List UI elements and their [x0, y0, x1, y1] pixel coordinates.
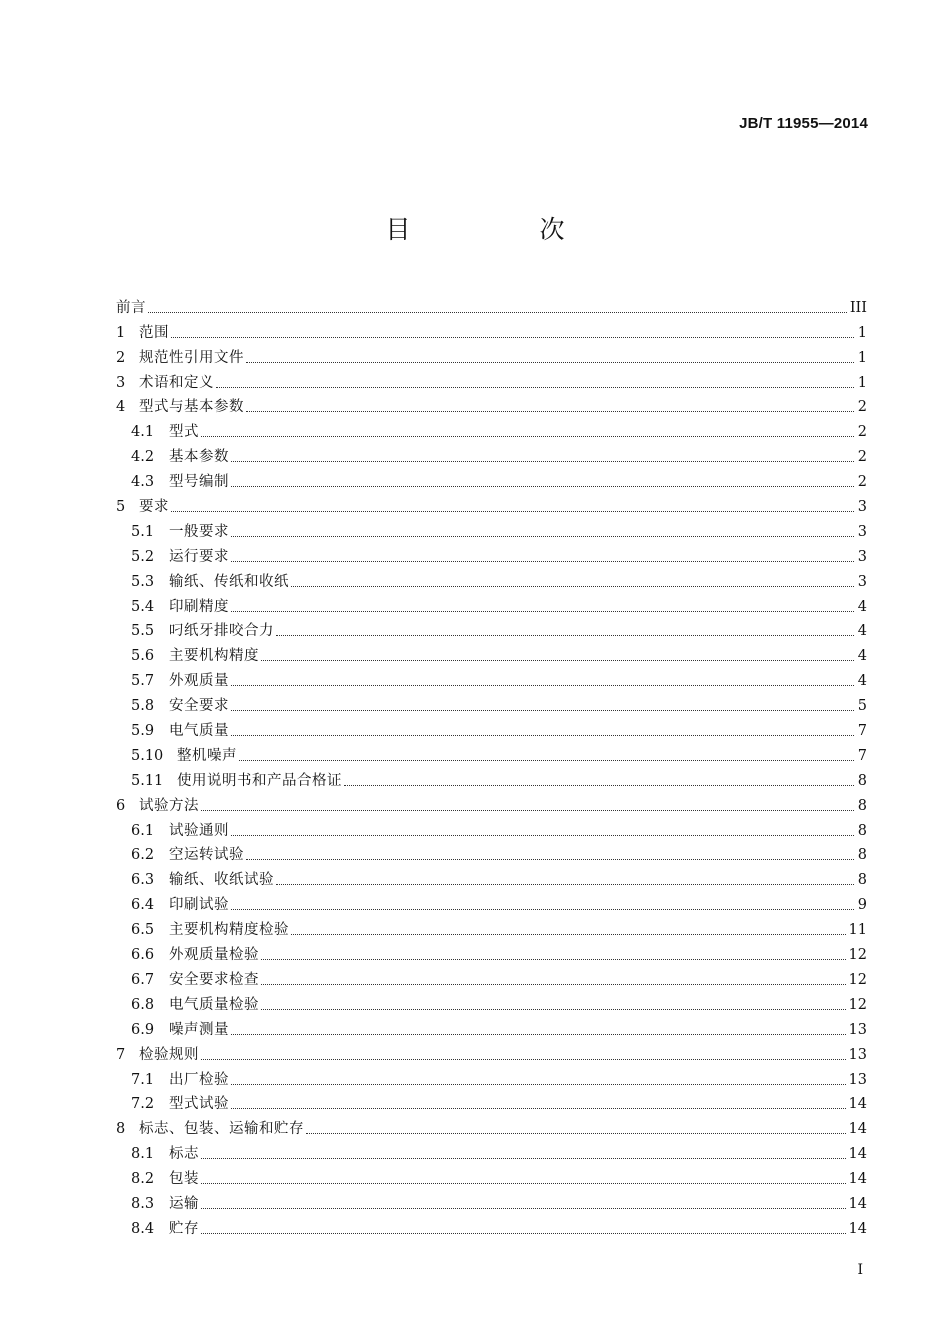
- toc-entry[interactable]: [116, 765, 867, 790]
- toc-dot-leader: [231, 709, 854, 711]
- toc-entry[interactable]: [116, 392, 867, 417]
- toc-entry-title: 术语和定义: [139, 374, 214, 391]
- toc-entry[interactable]: [116, 1188, 867, 1213]
- toc-entry-number: 8: [116, 1121, 126, 1138]
- toc-entry-number: 4.1: [131, 424, 155, 441]
- toc-entry[interactable]: [116, 1213, 867, 1238]
- toc-dot-leader: [261, 983, 846, 985]
- toc-entry-title: 主要机构精度检验: [169, 922, 289, 939]
- toc-dot-leader: [201, 1157, 846, 1159]
- toc-entry-page: 9: [857, 897, 867, 914]
- toc-entry-page: 2: [857, 449, 867, 466]
- toc-entry-page: 7: [857, 723, 867, 740]
- toc-entry[interactable]: [116, 690, 867, 715]
- toc-entry-page: 8: [857, 872, 867, 889]
- toc-entry-page: 1: [857, 374, 867, 391]
- toc-entry-title: 检验规则: [139, 1046, 199, 1063]
- toc-entry-page: 14: [848, 1146, 867, 1163]
- standard-number: JB/T 11955—2014: [739, 115, 868, 132]
- toc-entry[interactable]: [116, 715, 867, 740]
- toc-entry-number: 5.4: [131, 598, 155, 615]
- toc-entry-title: 空运转试验: [169, 847, 244, 864]
- toc-entry-title: 型式试验: [169, 1096, 229, 1113]
- toc-entry-title: 安全要求检查: [169, 971, 259, 988]
- toc-entry-page: 14: [848, 1195, 867, 1212]
- toc-entry[interactable]: [116, 516, 867, 541]
- toc-entry-number: 6.5: [131, 922, 155, 939]
- toc-entry-page: 1: [857, 349, 867, 366]
- toc-entry-title: 印刷精度: [169, 598, 229, 615]
- toc-entry[interactable]: [116, 591, 867, 616]
- toc-entry-number: 5.11: [131, 772, 164, 789]
- toc-entry-number: 7.1: [131, 1071, 155, 1088]
- toc-entry-title: 输纸、收纸试验: [169, 872, 274, 889]
- toc-entry-title: 印刷试验: [169, 897, 229, 914]
- page-title: 目 次: [385, 215, 617, 244]
- toc-entry-number: 6.2: [131, 847, 155, 864]
- toc-entry-title: 试验方法: [139, 797, 199, 814]
- toc-entry[interactable]: [116, 1039, 867, 1064]
- toc-entry-page: 14: [848, 1096, 867, 1113]
- toc-entry-title: 输纸、传纸和收纸: [169, 573, 289, 590]
- toc-dot-leader: [171, 510, 854, 512]
- toc-entry-title: 电气质量: [169, 723, 229, 740]
- toc-entry[interactable]: [116, 640, 867, 665]
- toc-entry-number: 6.1: [131, 822, 155, 839]
- toc-dot-leader: [201, 1207, 846, 1209]
- toc-dot-leader: [231, 1083, 846, 1085]
- toc-entry[interactable]: [116, 790, 867, 815]
- toc-entry-title: 标志、包装、运输和贮存: [139, 1121, 304, 1138]
- page-number: I: [857, 1262, 863, 1278]
- toc-entry-page: 1: [857, 324, 867, 341]
- toc-dot-leader: [231, 560, 854, 562]
- toc-entry-page: 2: [857, 474, 867, 491]
- toc-entry-page: 13: [848, 1071, 867, 1088]
- toc-entry-number: 4.2: [131, 449, 155, 466]
- toc-entry-title: 外观质量检验: [169, 947, 259, 964]
- toc-entry-page: 13: [848, 1021, 867, 1038]
- toc-entry-title: 安全要求: [169, 698, 229, 715]
- toc-dot-leader: [291, 585, 854, 587]
- toc-entry[interactable]: [116, 566, 867, 591]
- toc-entry[interactable]: [116, 616, 867, 641]
- toc-entry[interactable]: [116, 541, 867, 566]
- toc-dot-leader: [246, 410, 854, 412]
- toc-dot-leader: [148, 311, 847, 313]
- toc-dot-leader: [344, 784, 854, 786]
- toc-entry-number: 6.6: [131, 947, 155, 964]
- toc-entry[interactable]: [116, 466, 867, 491]
- toc-entry-title: 要求: [139, 499, 169, 516]
- toc-entry-page: 14: [848, 1121, 867, 1138]
- toc-entry-number: 7.2: [131, 1096, 155, 1113]
- toc-entry-title: 试验通则: [169, 822, 229, 839]
- toc-entry[interactable]: [116, 914, 867, 939]
- toc-entry[interactable]: [116, 1089, 867, 1114]
- toc-entry-page: 3: [857, 523, 867, 540]
- toc-entry-page: 3: [857, 548, 867, 565]
- toc-entry-number: 8.4: [131, 1220, 155, 1237]
- toc-entry-page: 11: [848, 922, 867, 939]
- toc-entry-page: 3: [857, 573, 867, 590]
- toc-entry-number: 8.3: [131, 1195, 155, 1212]
- toc-dot-leader: [246, 858, 854, 860]
- toc-entry-number: 8.2: [131, 1171, 155, 1188]
- toc-entry-number: 7: [116, 1046, 126, 1063]
- toc-dot-leader: [239, 759, 854, 761]
- toc-dot-leader: [306, 1132, 846, 1134]
- toc-entry-number: 6.8: [131, 996, 155, 1013]
- toc-entry-title: 外观质量: [169, 673, 229, 690]
- toc-entry-number: 5.9: [131, 723, 155, 740]
- toc-entry[interactable]: [116, 840, 867, 865]
- toc-entry-page: 14: [848, 1171, 867, 1188]
- toc-entry-page: 4: [857, 598, 867, 615]
- toc-entry-page: 3: [857, 499, 867, 516]
- toc-entry[interactable]: [116, 964, 867, 989]
- toc-entry-title: 出厂检验: [169, 1071, 229, 1088]
- toc-entry-title: 噪声测量: [169, 1021, 229, 1038]
- toc-entry-number: 6.9: [131, 1021, 155, 1038]
- toc-dot-leader: [261, 958, 846, 960]
- toc-entry-number: 8.1: [131, 1146, 155, 1163]
- toc-entry[interactable]: [116, 665, 867, 690]
- toc-entry-title: 使用说明书和产品合格证: [177, 772, 342, 789]
- toc-entry[interactable]: [116, 1163, 867, 1188]
- toc-entry-page: III: [849, 299, 867, 316]
- toc-entry-number: 6.7: [131, 971, 155, 988]
- toc-entry-title: 电气质量检验: [169, 996, 259, 1013]
- toc-entry-title: 前言: [116, 299, 146, 316]
- toc-entry-number: 2: [116, 349, 126, 366]
- toc-entry-title: 叼纸牙排咬合力: [169, 623, 274, 640]
- toc-dot-leader: [261, 1008, 846, 1010]
- toc-dot-leader: [216, 386, 854, 388]
- toc-entry[interactable]: [116, 491, 867, 516]
- toc-dot-leader: [291, 933, 846, 935]
- toc-dot-leader: [201, 1182, 846, 1184]
- toc-entry[interactable]: [116, 1138, 867, 1163]
- toc-entry[interactable]: [116, 441, 867, 466]
- toc-entry[interactable]: [116, 1064, 867, 1089]
- toc-entry-number: 5.2: [131, 548, 155, 565]
- toc-entry-title: 标志: [169, 1146, 199, 1163]
- toc-entry-number: 1: [116, 324, 126, 341]
- toc-entry[interactable]: [116, 292, 867, 317]
- toc-entry-number: 5.6: [131, 648, 155, 665]
- toc-entry-number: 5.3: [131, 573, 155, 590]
- toc-dot-leader: [231, 834, 854, 836]
- toc-entry-number: 5.7: [131, 673, 155, 690]
- toc-entry-title: 规范性引用文件: [139, 349, 244, 366]
- toc-entry-number: 3: [116, 374, 126, 391]
- toc-entry-title: 贮存: [169, 1220, 199, 1237]
- toc-dot-leader: [231, 460, 854, 462]
- toc-entry-title: 范围: [139, 324, 169, 341]
- toc-entry-title: 运行要求: [169, 548, 229, 565]
- toc-entry[interactable]: [116, 815, 867, 840]
- toc-entry[interactable]: [116, 1014, 867, 1039]
- toc-entry-page: 12: [848, 947, 867, 964]
- toc-entry-number: 4: [116, 399, 126, 416]
- toc-entry[interactable]: [116, 1113, 867, 1138]
- toc-entry-number: 6.4: [131, 897, 155, 914]
- toc-dot-leader: [201, 1232, 846, 1234]
- toc-entry-title: 基本参数: [169, 449, 229, 466]
- toc-entry[interactable]: [116, 416, 867, 441]
- toc-entry-number: 5.1: [131, 523, 155, 540]
- toc-entry-page: 8: [857, 847, 867, 864]
- toc-entry-title: 整机噪声: [177, 747, 237, 764]
- toc-dot-leader: [201, 809, 854, 811]
- toc-entry[interactable]: [116, 740, 867, 765]
- toc-entry[interactable]: [116, 342, 867, 367]
- toc-entry-title: 型号编制: [169, 474, 229, 491]
- toc-entry-number: 4.3: [131, 474, 155, 491]
- toc-dot-leader: [231, 734, 854, 736]
- toc-dot-leader: [231, 610, 854, 612]
- toc-dot-leader: [201, 435, 854, 437]
- toc-entry-page: 8: [857, 797, 867, 814]
- toc-entry-number: 6: [116, 797, 126, 814]
- toc-entry-page: 4: [857, 648, 867, 665]
- toc-dot-leader: [231, 1033, 846, 1035]
- toc-entry-page: 5: [857, 698, 867, 715]
- toc-dot-leader: [201, 1058, 846, 1060]
- toc-entry[interactable]: [116, 889, 867, 914]
- toc-entry-number: 5: [116, 499, 126, 516]
- toc-entry[interactable]: [116, 989, 867, 1014]
- toc-dot-leader: [231, 908, 854, 910]
- toc-entry-page: 2: [857, 424, 867, 441]
- toc-dot-leader: [231, 1107, 846, 1109]
- toc-entry-title: 型式与基本参数: [139, 399, 244, 416]
- toc-dot-leader: [231, 684, 854, 686]
- toc-entry-number: 5.5: [131, 623, 155, 640]
- toc-entry-page: 8: [857, 772, 867, 789]
- toc-entry-title: 运输: [169, 1195, 199, 1212]
- toc-entry-page: 12: [848, 996, 867, 1013]
- toc-dot-leader: [171, 336, 854, 338]
- toc-entry-page: 4: [857, 623, 867, 640]
- toc-entry-page: 12: [848, 971, 867, 988]
- toc-dot-leader: [261, 659, 854, 661]
- toc-entry-page: 14: [848, 1220, 867, 1237]
- toc-dot-leader: [246, 361, 854, 363]
- toc-dot-leader: [276, 883, 854, 885]
- toc-entry[interactable]: [116, 864, 867, 889]
- toc-entry-title: 包装: [169, 1171, 199, 1188]
- toc-entry-title: 一般要求: [169, 523, 229, 540]
- toc-entry[interactable]: [116, 317, 867, 342]
- toc-entry[interactable]: [116, 367, 867, 392]
- toc-entry-page: 2: [857, 399, 867, 416]
- toc-entry-number: 6.3: [131, 872, 155, 889]
- toc-dot-leader: [231, 535, 854, 537]
- toc-entry-page: 7: [857, 747, 867, 764]
- toc-entry-page: 13: [848, 1046, 867, 1063]
- toc-entry-title: 主要机构精度: [169, 648, 259, 665]
- toc-dot-leader: [276, 634, 854, 636]
- toc-dot-leader: [231, 485, 854, 487]
- toc-entry-title: 型式: [169, 424, 199, 441]
- table-of-contents: [116, 292, 867, 1238]
- toc-entry-number: 5.10: [131, 747, 164, 764]
- toc-entry[interactable]: [116, 939, 867, 964]
- toc-entry-page: 4: [857, 673, 867, 690]
- toc-entry-number: 5.8: [131, 698, 155, 715]
- toc-entry-page: 8: [857, 822, 867, 839]
